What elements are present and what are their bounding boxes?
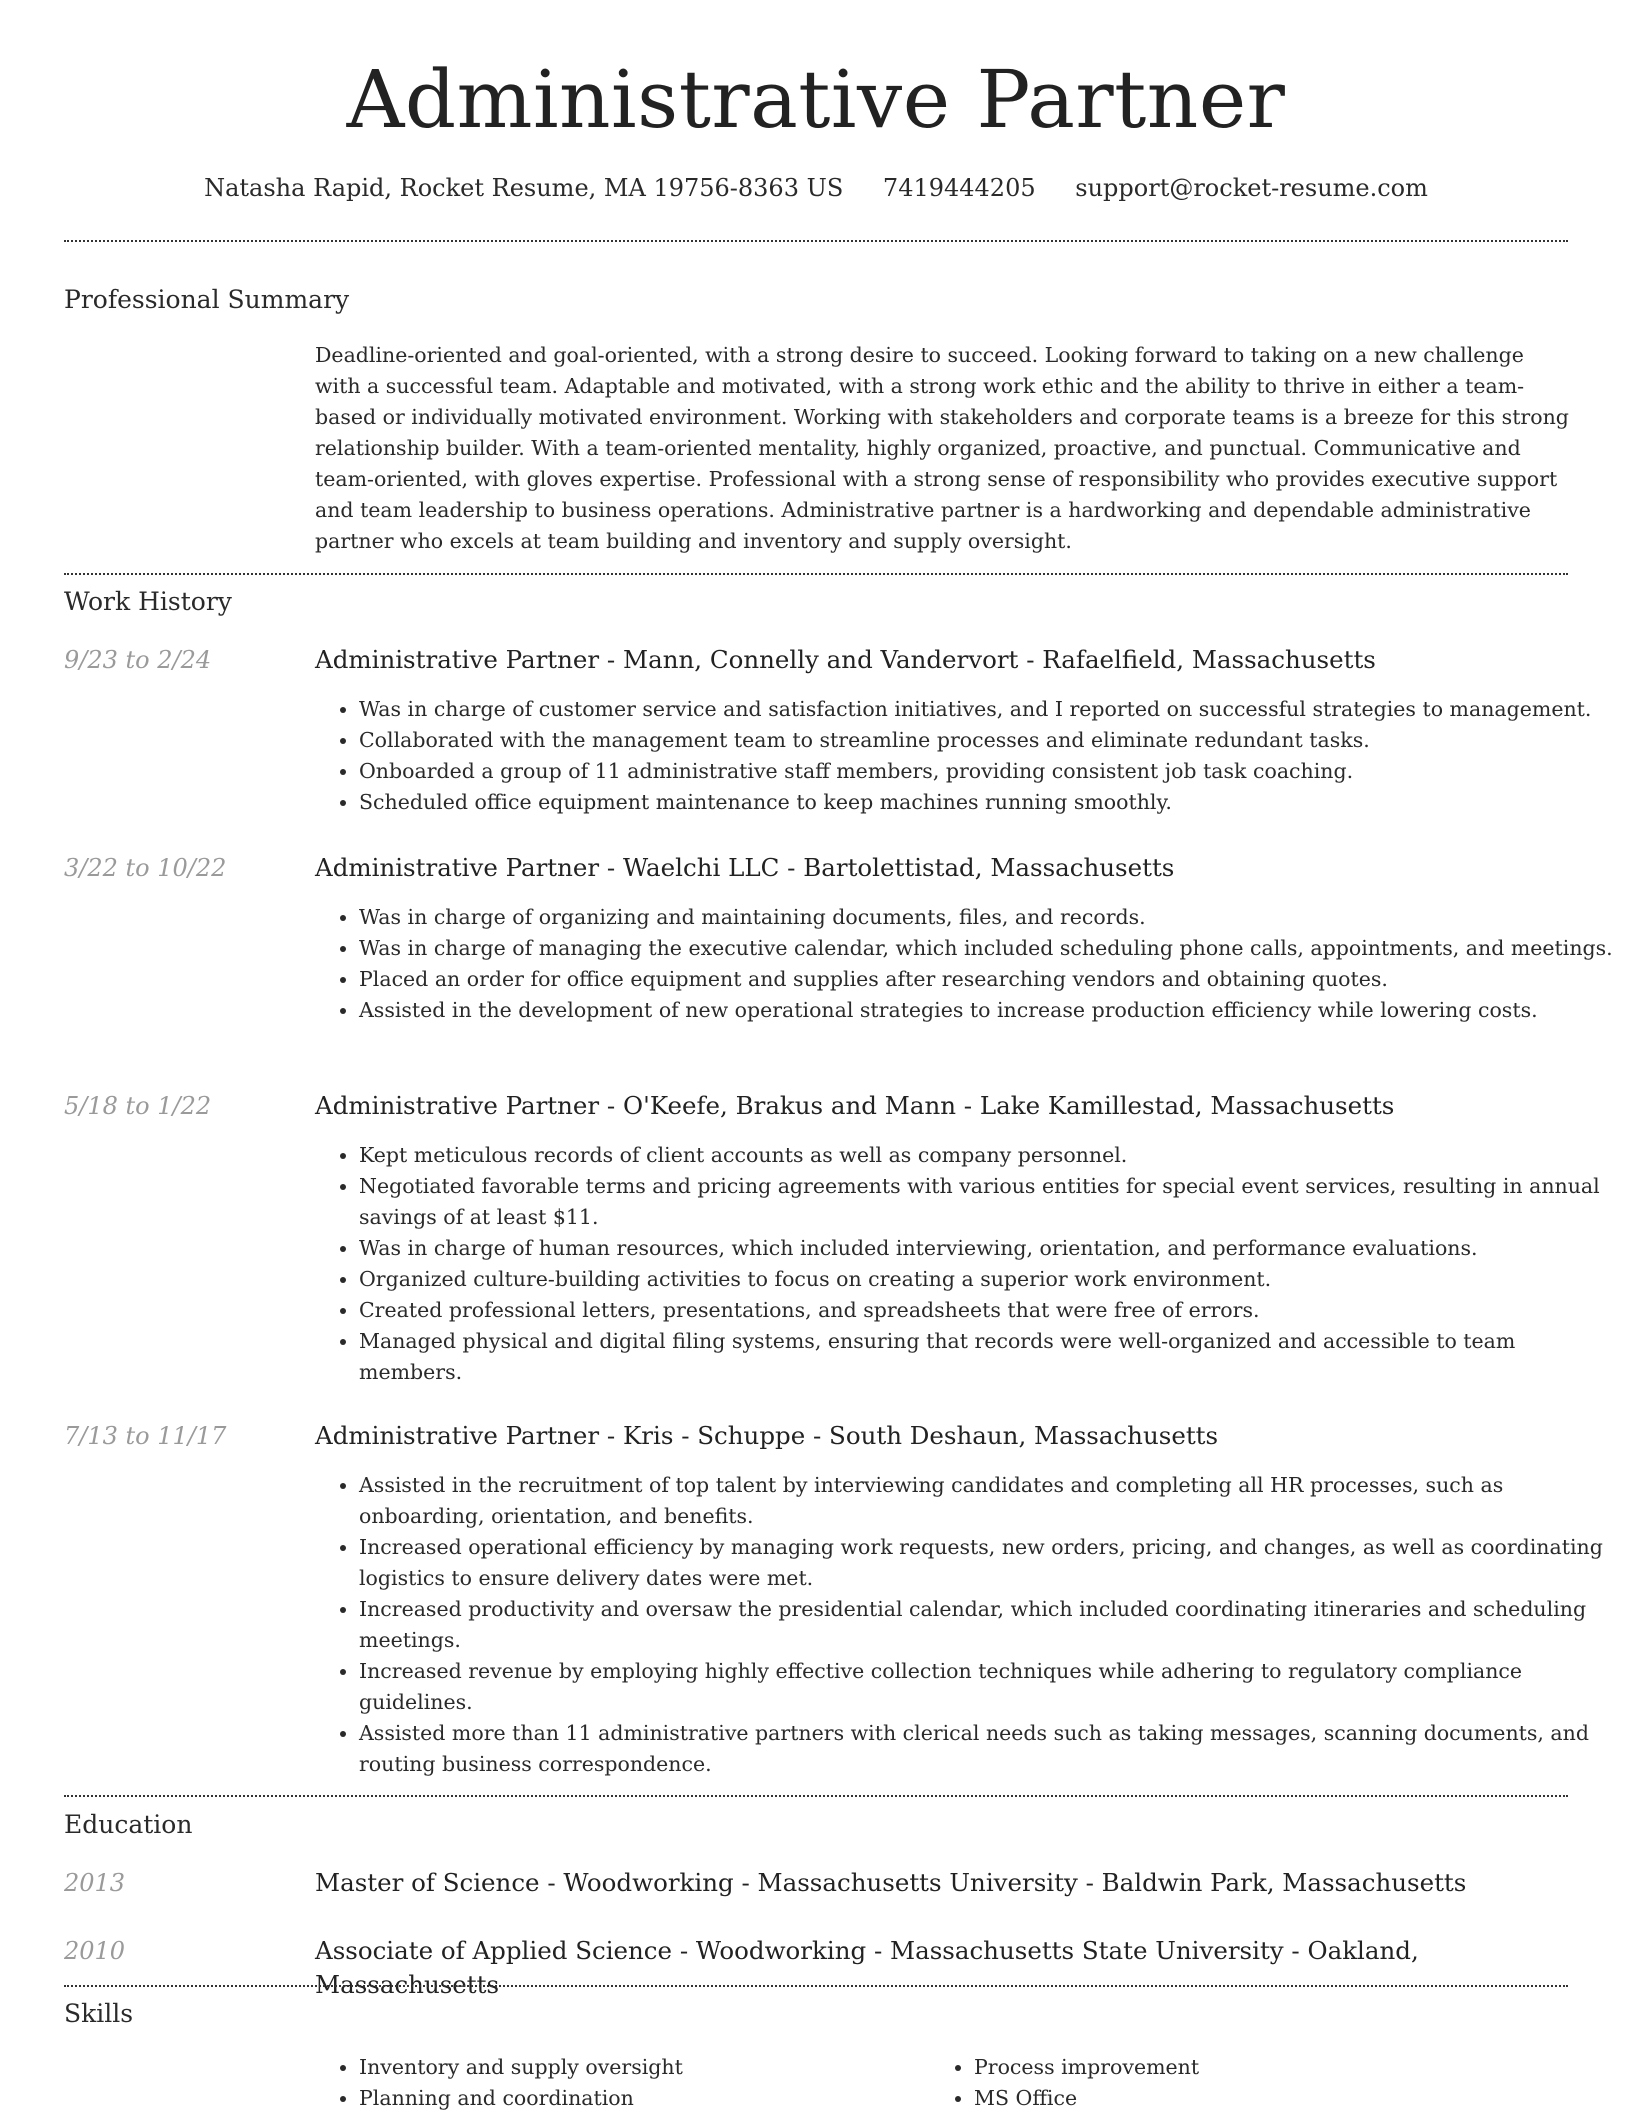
section-title-work: Work History: [64, 587, 232, 616]
skills-list-right: [930, 2052, 1574, 2114]
job-title: Administrative Partner - Waelchi LLC - Bartolettistad, Massachusetts: [315, 853, 1175, 882]
list-item: • Collaborated with the management team to streamline processes and eliminate redundant tasks.: [359, 725, 1614, 756]
list-item: • Kept meticulous records of client accounts as well as company personnel.: [359, 1140, 1614, 1171]
list-item: • Scheduled office equipment maintenance to keep machines running smoothly.: [359, 787, 1614, 818]
list-item: • Assisted more than 11 administrative partners with clerical needs such as taking messages, scanning documents, and routing business correspondence.: [359, 1718, 1614, 1780]
contact-address: Natasha Rapid, Rocket Resume, MA 19756-8363 US: [204, 174, 844, 202]
job-title: Administrative Partner - Mann, Connelly and Vandervort - Rafaelfield, Massachusetts: [315, 645, 1376, 674]
divider: [64, 1985, 1568, 1987]
list-item: • Organized culture-building activities to focus on creating a superior work environment.: [359, 1264, 1614, 1295]
skill-item: • Planning and coordination: [359, 2083, 959, 2114]
job-dates: 9/23 to 2/24: [64, 646, 212, 674]
section-title-summary: Professional Summary: [64, 285, 350, 314]
contact-email: support@rocket-resume.com: [1075, 174, 1428, 202]
list-item: • Assisted in the development of new operational strategies to increase production efficiency while lowering costs.: [359, 995, 1614, 1026]
education-year: 2010: [64, 1937, 126, 1965]
divider: [64, 573, 1568, 575]
divider: [64, 240, 1568, 242]
job-bullets: [315, 1140, 1614, 1388]
list-item: • Onboarded a group of 11 administrative staff members, providing consistent job task coaching.: [359, 756, 1614, 787]
list-item: • Increased operational efficiency by managing work requests, new orders, pricing, and changes, as well as coordinating logistics to ensure delivery dates were met.: [359, 1532, 1614, 1594]
section-title-education: Education: [64, 1810, 193, 1839]
divider: [64, 1795, 1568, 1797]
list-item: • Increased productivity and oversaw the presidential calendar, which included coordinating itineraries and scheduling meetings.: [359, 1594, 1614, 1656]
list-item: • Assisted in the recruitment of top talent by interviewing candidates and completing all HR processes, such as onboarding, orientation, and benefits.: [359, 1470, 1614, 1532]
list-item: • Was in charge of human resources, which included interviewing, orientation, and performance evaluations.: [359, 1233, 1614, 1264]
list-item: • Negotiated favorable terms and pricing agreements with various entities for special event services, resulting in annual savings of at least $11.: [359, 1171, 1614, 1233]
list-item: • Created professional letters, presentations, and spreadsheets that were free of errors.: [359, 1295, 1614, 1326]
skills-list-left: [315, 2052, 959, 2114]
summary-text: Deadline-oriented and goal-oriented, with a strong desire to succeed. Looking forward to taking on a new challenge with a successful team. Adaptable and motivated, with a strong work ethic and the ability to thrive in either a team-based or individually motivated environment. Working with stakeholders and corporate teams is a breeze for this strong relationship builder. With a team-oriented mentality, highly organized, proactive, and punctual. Communicative and team-oriented, with gloves expertise. Professional with a strong sense of responsibility who provides executive support and team leadership to business operations. Administrative partner is a hardworking and dependable administrative partner who excels at team building and inventory and supply oversight.: [315, 343, 1569, 553]
education-year: 2013: [64, 1869, 126, 1897]
skill-item: • Inventory and supply oversight: [359, 2052, 959, 2083]
skill-item: • Process improvement: [974, 2052, 1574, 2083]
resume-name: Administrative Partner: [346, 53, 1286, 146]
job-dates: 7/13 to 11/17: [64, 1422, 227, 1450]
job-dates: 5/18 to 1/22: [64, 1092, 212, 1120]
job-title: Administrative Partner - O'Keefe, Brakus and Mann - Lake Kamillestad, Massachusetts: [315, 1091, 1395, 1120]
education-degree: Master of Science - Woodworking - Massachusetts University - Baldwin Park, Massachusetts: [315, 1868, 1467, 1897]
list-item: • Managed physical and digital filing systems, ensuring that records were well-organized and accessible to team members.: [359, 1326, 1614, 1388]
job-dates: 3/22 to 10/22: [64, 854, 227, 882]
education-degree: Associate of Applied Science - Woodworking - Massachusetts State University - Oakland, Massachusetts: [315, 1936, 1419, 1999]
section-title-skills: Skills: [64, 1999, 134, 2028]
list-item: • Was in charge of organizing and maintaining documents, files, and records.: [359, 902, 1614, 933]
skill-item: • MS Office: [974, 2083, 1574, 2114]
job-bullets: [315, 1470, 1614, 1780]
list-item: • Placed an order for office equipment and supplies after researching vendors and obtaining quotes.: [359, 964, 1614, 995]
job-bullets: [315, 902, 1614, 1026]
list-item: • Was in charge of customer service and satisfaction initiatives, and I reported on successful strategies to management.: [359, 694, 1614, 725]
list-item: • Increased revenue by employing highly effective collection techniques while adhering to regulatory compliance guidelines.: [359, 1656, 1614, 1718]
contact-phone: 7419444205: [882, 174, 1036, 202]
list-item: • Was in charge of managing the executive calendar, which included scheduling phone calls, appointments, and meetings.: [359, 933, 1614, 964]
job-bullets: [315, 694, 1614, 818]
contact-line: [0, 170, 1632, 206]
job-title: Administrative Partner - Kris - Schuppe - South Deshaun, Massachusetts: [315, 1421, 1219, 1450]
